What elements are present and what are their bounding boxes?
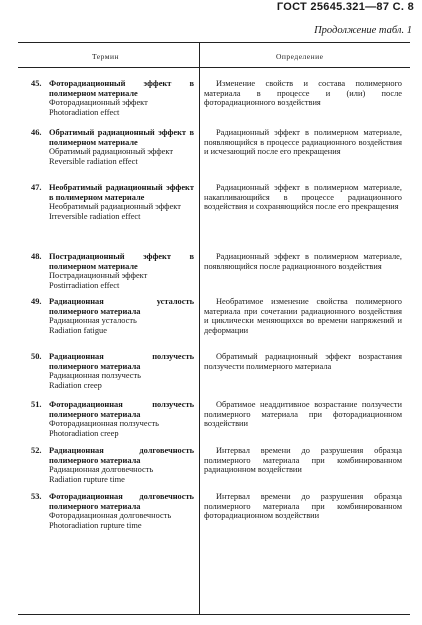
term-cell <box>18 446 194 484</box>
term-english: Reversible radiation effect <box>49 156 138 166</box>
term-russian: Радиационная ползучесть полимерного материала <box>49 352 194 371</box>
term-russian: Фоторадиационная долговечность полимерного материала <box>49 492 194 511</box>
column-header-term: Термин <box>92 52 120 61</box>
term-definition: Изменение свойств и состава полимерного материала в процессе и (или) после фоторадиационного воздействия <box>204 79 402 108</box>
term-russian: Пострадиационный эффект в полимерном материале <box>49 252 194 271</box>
term-cell <box>18 352 194 390</box>
term-definition: Необратимое изменение свойства полимерного материала при сочетании радиационного воздействия и циклически меняющихся во времени напряжений и деформации <box>204 297 402 335</box>
term-english: Photoradiation rupture time <box>49 520 142 530</box>
column-header-definition: Определение <box>276 52 324 61</box>
term-synonym: Радиационная долговечность <box>49 465 154 475</box>
term-cell <box>18 128 194 166</box>
term-definition: Обратимый радиационный эффект возрастания ползучести полимерного материала <box>204 352 402 371</box>
page-header: ГОСТ 25645.321—87 С. 8 <box>276 1 414 13</box>
column-divider <box>199 42 200 614</box>
term-synonym: Необратимый радиационный эффект <box>49 202 181 212</box>
term-number: 53. <box>31 492 42 501</box>
term-russian: Фоторадиационная ползучесть полимерного материала <box>49 400 194 419</box>
term-russian: Фоторадиационный эффект в полимерном материале <box>49 79 194 98</box>
term-cell <box>18 79 194 117</box>
term-definition: Интервал времени до разрушения образца полимерного материала при комбинированном радиационном воздействии <box>204 446 402 475</box>
term-english: Photoradiation creep <box>49 428 119 438</box>
term-cell <box>18 183 194 221</box>
term-definition: Радиационный эффект в полимерном материале, появляющийся после радиационного воздействия <box>204 252 402 271</box>
table-header-rule <box>18 67 410 68</box>
term-number: 52. <box>31 446 42 455</box>
term-number: 45. <box>31 79 42 88</box>
term-synonym: Фоторадиационная долговечность <box>49 511 172 521</box>
term-english: Radiation fatigue <box>49 325 107 335</box>
term-cell <box>18 252 194 290</box>
term-synonym: Фоторадиационная ползучесть <box>49 419 159 429</box>
term-english: Photoradiation effect <box>49 107 120 117</box>
term-definition: Радиационный эффект в полимерном материале, появляющийся в процессе радиационного воздействия и исчезающий после его прекращения <box>204 128 402 157</box>
term-number: 48. <box>31 252 42 261</box>
term-number: 51. <box>31 400 42 409</box>
term-synonym: Обратимый радиационный эффект <box>49 147 174 157</box>
term-number: 47. <box>31 183 42 192</box>
term-english: Radiation creep <box>49 380 102 390</box>
term-english: Radiation rupture time <box>49 474 125 484</box>
term-russian: Обратимый радиационный эффект в полимерном материале <box>49 128 194 147</box>
term-definition: Радиационный эффект в полимерном материале, накапливающийся в процессе радиационного воздействия и сохраняющийся после его прекращения <box>204 183 402 212</box>
table-bottom-rule <box>18 614 410 615</box>
term-russian: Радиационная усталость полимерного материала <box>49 297 194 316</box>
term-russian: Необратимый радиационный эффект в полимерном материале <box>49 183 194 202</box>
term-definition: Обратимое неаддитивное возрастание ползучести полимерного материала при фоторадиационном воздействии <box>204 400 402 429</box>
term-russian: Радиационная долговечность полимерного материала <box>49 446 194 465</box>
term-number: 49. <box>31 297 42 306</box>
term-synonym: Радиационная ползучесть <box>49 371 142 381</box>
term-number: 50. <box>31 352 42 361</box>
term-number: 46. <box>31 128 42 137</box>
term-english: Irreversible radiation effect <box>49 211 141 221</box>
term-english: Postirradiation effect <box>49 280 120 290</box>
table-top-rule <box>18 42 410 43</box>
term-synonym: Пострадиационный эффект <box>49 271 148 281</box>
table-continuation-caption: Продолжение табл. 1 <box>314 25 412 36</box>
term-definition: Интервал времени до разрушения образца полимерного материала при комбинированном фоторадиационном воздействии <box>204 492 402 521</box>
term-cell <box>18 297 194 335</box>
term-synonym: Фоторадиационный эффект <box>49 98 148 108</box>
term-cell <box>18 400 194 438</box>
term-synonym: Радиационная усталость <box>49 316 137 326</box>
term-cell <box>18 492 194 530</box>
